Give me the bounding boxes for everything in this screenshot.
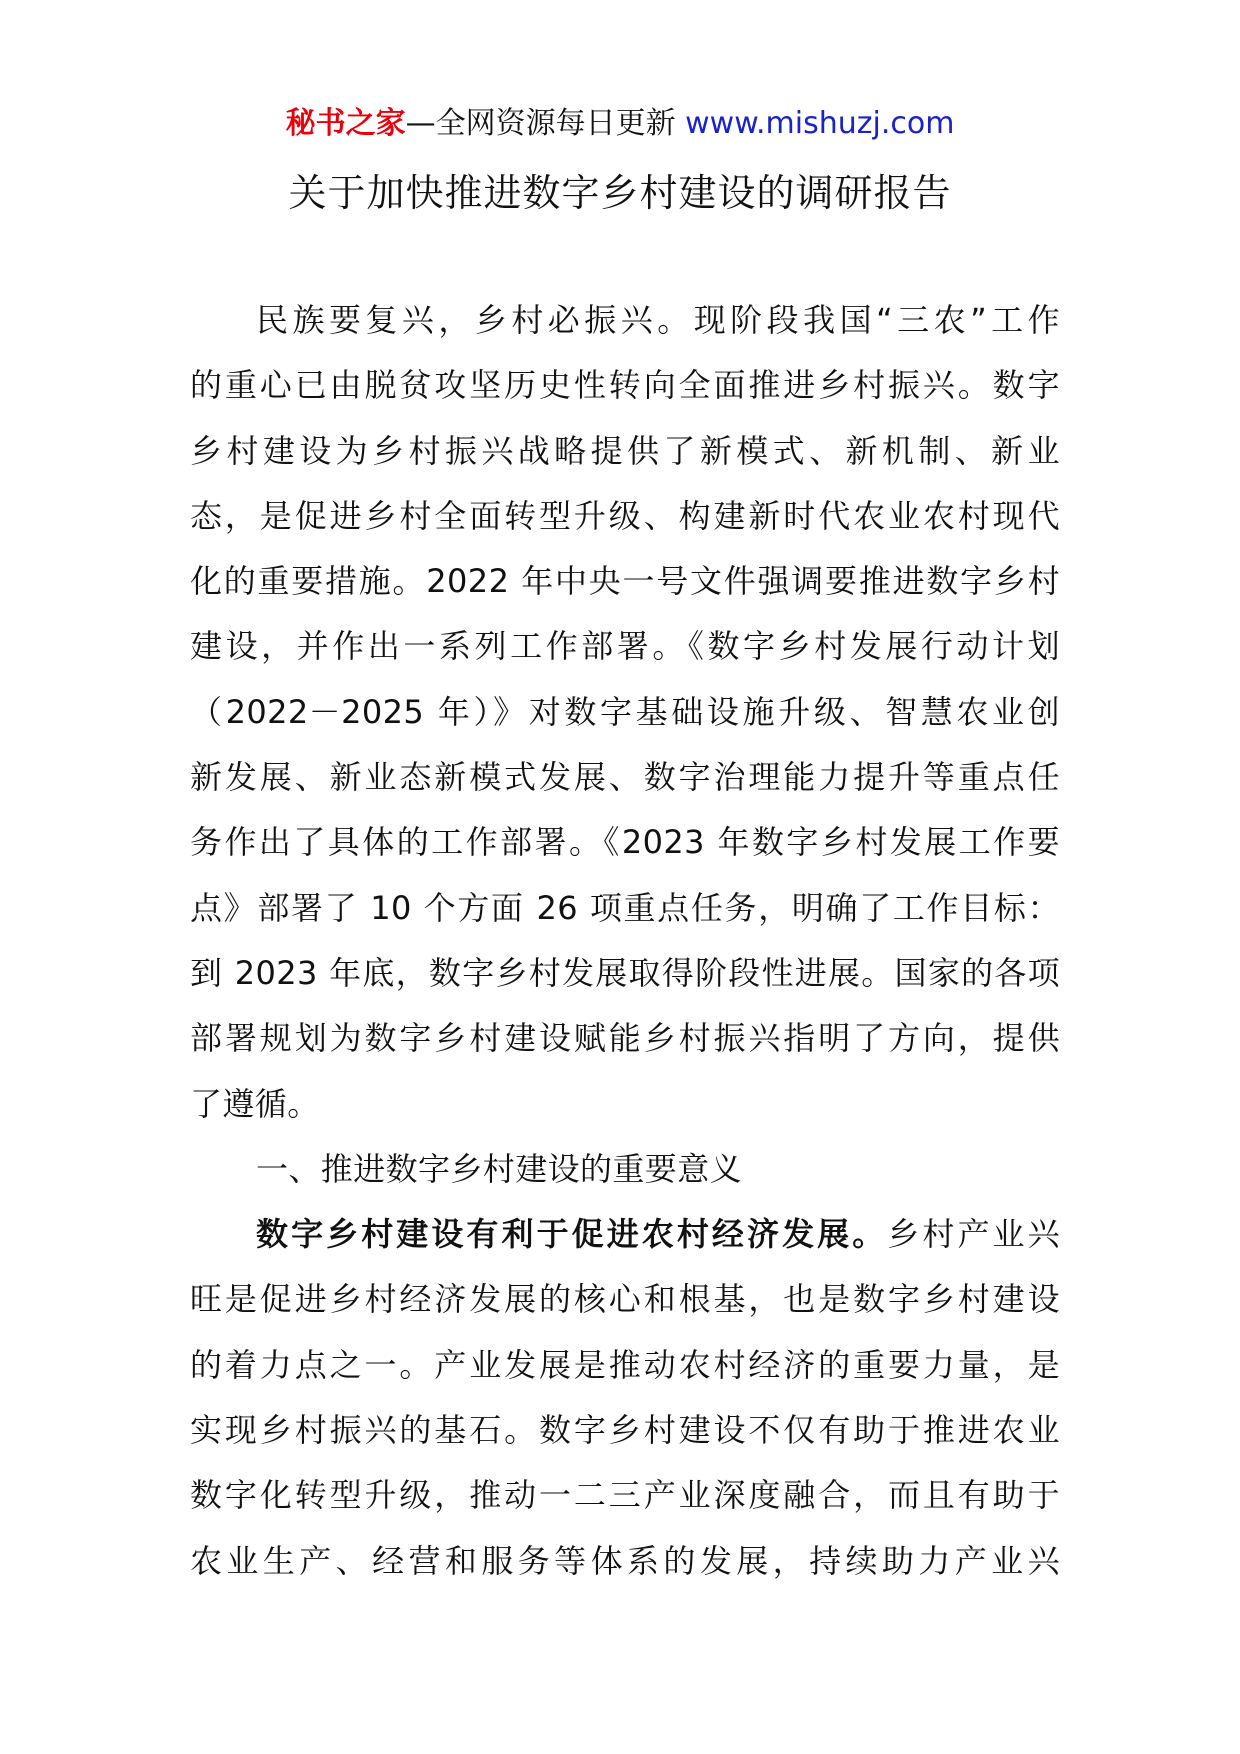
paragraph-line: 乡村建设为乡村振兴战略提供了新模式、新机制、新业: [190, 431, 1060, 470]
brand-name: 秘书之家: [285, 106, 406, 141]
paragraph-line: 的着力点之一。产业发展是推动农村经济的重要力量，是: [190, 1345, 1060, 1384]
paragraph-line: 建设，并作出一系列工作部署。《数字乡村发展行动计划: [190, 627, 1060, 666]
paragraph-line: 了遵循。: [190, 1084, 320, 1123]
paragraph-line: 的重心已由脱贫攻坚历史性转向全面推进乡村振兴。数字: [190, 366, 1060, 405]
header-tagline: —全网资源每日更新: [405, 106, 686, 141]
section-heading: 一、推进数字乡村建设的重要意义: [256, 1149, 743, 1188]
paragraph-line: [190, 1202, 1060, 1267]
paragraph-line: （2022－2025 年）》对数字基础设施升级、智慧农业创: [190, 692, 1060, 731]
paragraph-line: 数字化转型升级，推动一二三产业深度融合，而且有助于: [190, 1476, 1060, 1515]
paragraph-line-rest: 乡村产业兴: [887, 1215, 1060, 1254]
site-url-link[interactable]: www.mishuzj.com: [685, 106, 955, 141]
paragraph-line: 态，是促进乡村全面转型升级、构建新时代农业农村现代: [190, 496, 1060, 535]
paragraph-line: 民族要复兴，乡村必振兴。现阶段我国“三农”工作: [256, 301, 1060, 339]
paragraph-line: 农业生产、经营和服务等体系的发展，持续助力产业兴: [190, 1541, 1060, 1580]
paragraph-line: 新发展、新业态新模式发展、数字治理能力提升等重点任: [190, 758, 1060, 797]
site-header: [0, 100, 1240, 148]
bold-lead-sentence: 数字乡村建设有利于促进农村经济发展。: [256, 1215, 888, 1254]
paragraph-line: 部署规划为数字乡村建设赋能乡村振兴指明了方向，提供: [190, 1019, 1060, 1058]
paragraph-line: 实现乡村振兴的基石。数字乡村建设不仅有助于推进农业: [190, 1411, 1060, 1450]
paragraph-line: 到 2023 年底，数字乡村发展取得阶段性进展。国家的各项: [190, 953, 1060, 992]
paragraph-line: 务作出了具体的工作部署。《2023 年数字乡村发展工作要: [190, 823, 1060, 862]
paragraph-line: 化的重要措施。2022 年中央一号文件强调要推进数字乡村: [190, 562, 1060, 601]
document-body: [190, 288, 1060, 1594]
paragraph-line: 点》部署了 10 个方面 26 项重点任务，明确了工作目标：: [190, 888, 1060, 927]
paragraph-line: 旺是促进乡村经济发展的核心和根基，也是数字乡村建设: [190, 1280, 1060, 1319]
document-title: 关于加快推进数字乡村建设的调研报告: [288, 171, 952, 215]
